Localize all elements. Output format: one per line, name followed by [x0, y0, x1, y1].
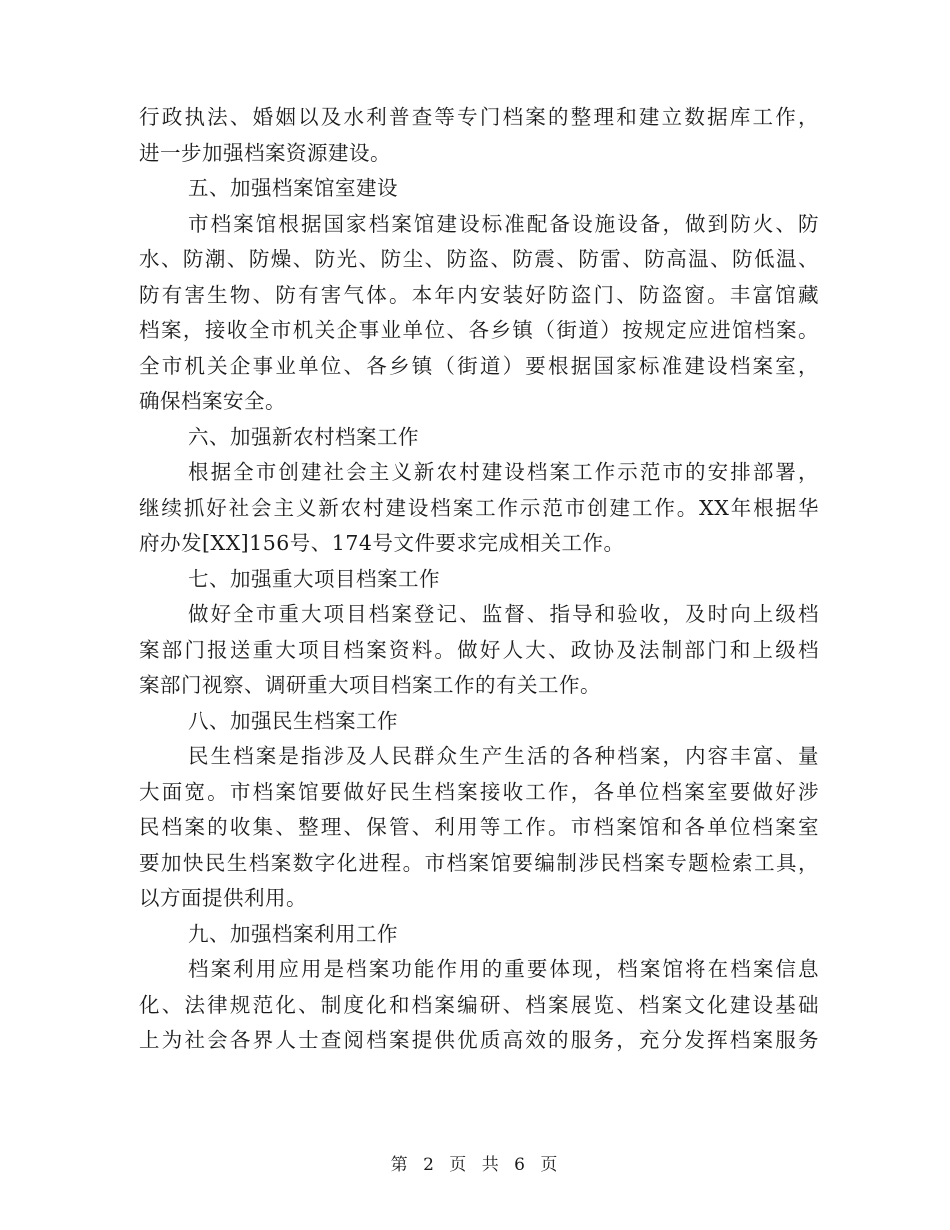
footer-total-word: 共: [481, 1155, 501, 1175]
footer-current-page: 2: [423, 1155, 436, 1175]
paragraph-line: 府办发[XX]156号、174号文件要求完成相关工作。: [139, 531, 625, 555]
footer-total-pages: 6: [514, 1155, 527, 1175]
paragraph-line: 确保档案安全。: [139, 389, 286, 413]
paragraph-line: 案部门视察、调研重大项目档案工作的有关工作。: [139, 673, 601, 697]
section-heading: 九、加强档案利用工作: [188, 921, 398, 946]
paragraph-line: 大面宽。市档案馆要做好民生档案接收工作，各单位档案室要做好涉: [139, 779, 819, 804]
paragraph-line: 根据全市创建社会主义新农村建设档案工作示范市的安排部署，: [188, 460, 819, 484]
section-heading: 五、加强档案馆室建设: [188, 176, 398, 200]
paragraph-line: 行政执法、婚姻以及水利普查等专门档案的整理和建立数据库工作，: [139, 105, 819, 129]
paragraph-line: 做好全市重大项目档案登记、监督、指导和验收，及时向上级档: [188, 602, 819, 626]
paragraph-line: 要加快民生档案数字化进程。市档案馆要编制涉民档案专题检索工具，: [139, 850, 819, 875]
paragraph-line: 档案，接收全市机关企事业单位、各乡镇（街道）按规定应进馆档案。: [139, 318, 819, 342]
paragraph-line: 水、防潮、防燥、防光、防尘、防盗、防震、防雷、防高温、防低温、: [139, 247, 819, 271]
document-body: [139, 100, 819, 1059]
paragraph-line: 防有害生物、防有害气体。本年内安装好防盗门、防盗窗。丰富馆藏: [139, 282, 819, 307]
paragraph-line: 以方面提供利用。: [139, 886, 307, 910]
footer-prefix: 第: [390, 1155, 410, 1175]
paragraph-line: 进一步加强档案资源建设。: [139, 140, 391, 165]
footer-suffix: 页: [540, 1155, 560, 1175]
paragraph-line: 民生档案是指涉及人民群众生产生活的各种档案，内容丰富、量: [188, 744, 819, 768]
paragraph-line: 化、法律规范化、制度化和档案编研、档案展览、档案文化建设基础: [139, 992, 819, 1017]
paragraph-line: 继续抓好社会主义新农村建设档案工作示范市创建工作。XX年根据华: [139, 495, 819, 520]
paragraph-line: 案部门报送重大项目档案资料。做好人大、政协及法制部门和上级档: [139, 637, 819, 662]
section-heading: 七、加强重大项目档案工作: [188, 566, 440, 591]
page-footer: [0, 1150, 950, 1175]
paragraph-line: 全市机关企事业单位、各乡镇（街道）要根据国家标准建设档案室，: [139, 353, 819, 378]
paragraph-line: 民档案的收集、整理、保管、利用等工作。市档案馆和各单位档案室: [139, 815, 819, 839]
paragraph-line: 上为社会各界人士查阅档案提供优质高效的服务，充分发挥档案服务: [139, 1028, 819, 1052]
paragraph-line: 市档案馆根据国家档案馆建设标准配备设施设备，做到防火、防: [188, 211, 819, 236]
footer-page-word: 页: [449, 1155, 469, 1175]
section-heading: 六、加强新农村档案工作: [188, 424, 419, 449]
section-heading: 八、加强民生档案工作: [188, 708, 398, 733]
paragraph-line: 档案利用应用是档案功能作用的重要体现，档案馆将在档案信息: [188, 957, 819, 981]
